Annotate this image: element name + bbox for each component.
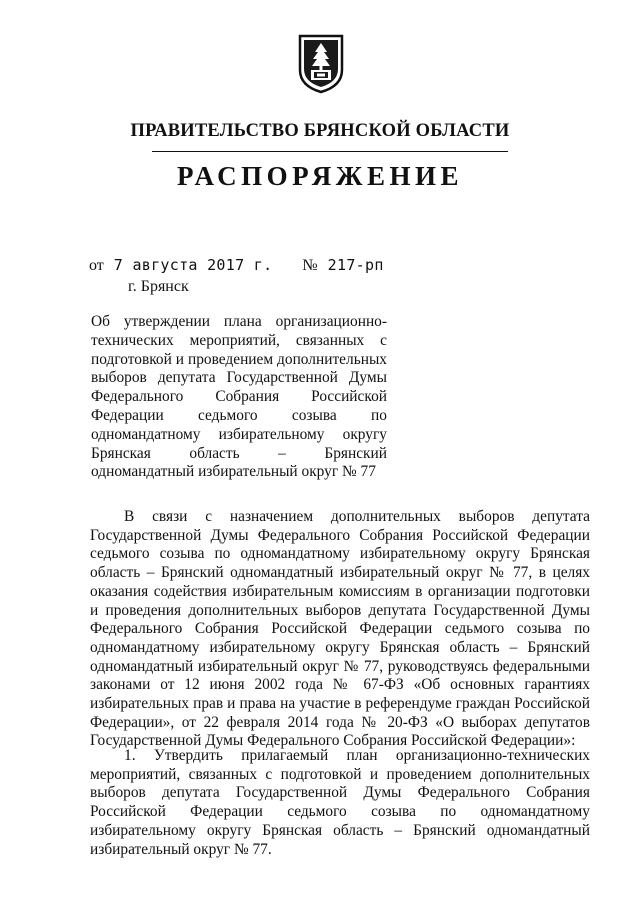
coat-of-arms-icon xyxy=(296,32,346,94)
header-rule xyxy=(152,151,508,152)
document-date: 7 августа 2017 г. xyxy=(113,256,273,274)
document-subject: Об утверждении плана организационно-технических мероприятий, связанных с подготовкой и проведением дополнительных выборов депутата Государственной Думы Федерального Собрания Российской Федерации седьмого созыва по одномандатному избирательному округу Брянская область – Брянский одномандатный избирательный округ № 77 xyxy=(91,313,387,481)
date-prefix: от xyxy=(89,257,104,274)
organization-title: ПРАВИТЕЛЬСТВО БРЯНСКОЙ ОБЛАСТИ xyxy=(130,121,510,141)
city: г. Брянск xyxy=(128,278,189,295)
document-type: РАСПОРЯЖЕНИЕ xyxy=(176,161,464,191)
body-paragraph: В связи с назначением дополнительных выборов депутата Государственной Думы Федерального Собрания Российской Федерации седьмого созыва по одномандатному избирательному округу Брянская область – Брянский одномандатный избирательный округ № 77, в целях оказания содействия избирательным комиссиям в организации подготовки и проведения дополнительных выборов депутата Государственной Думы Федерального Собрания Российской Федерации седьмого созыва по одномандатному избирательному округу Брянская область – Брянский одномандатный избирательный округ № 77, руководствуясь федеральными законами от 12 июня 2002 года № 67-ФЗ «Об основных гарантиях избирательных прав и права на участие в референдуме граждан Российской Федерации», от 22 февраля 2014 года № 20-ФЗ «О выборах депутатов Государственной Думы Федерального Собрания Российской Федерации»: xyxy=(90,508,590,750)
date-number-line xyxy=(89,256,384,275)
number-prefix: № xyxy=(302,257,318,274)
document-number: 217-рп xyxy=(327,256,384,274)
body-paragraph: 1. Утвердить прилагаемый план организационно-технических мероприятий, связанных с подготовкой и проведением дополнительных выборов депутата Государственной Думы Федерального Собрания Российской Федерации седьмого созыва по одномандатному избирательному округу Брянская область – Брянский одномандатный избирательный округ № 77. xyxy=(90,747,590,858)
